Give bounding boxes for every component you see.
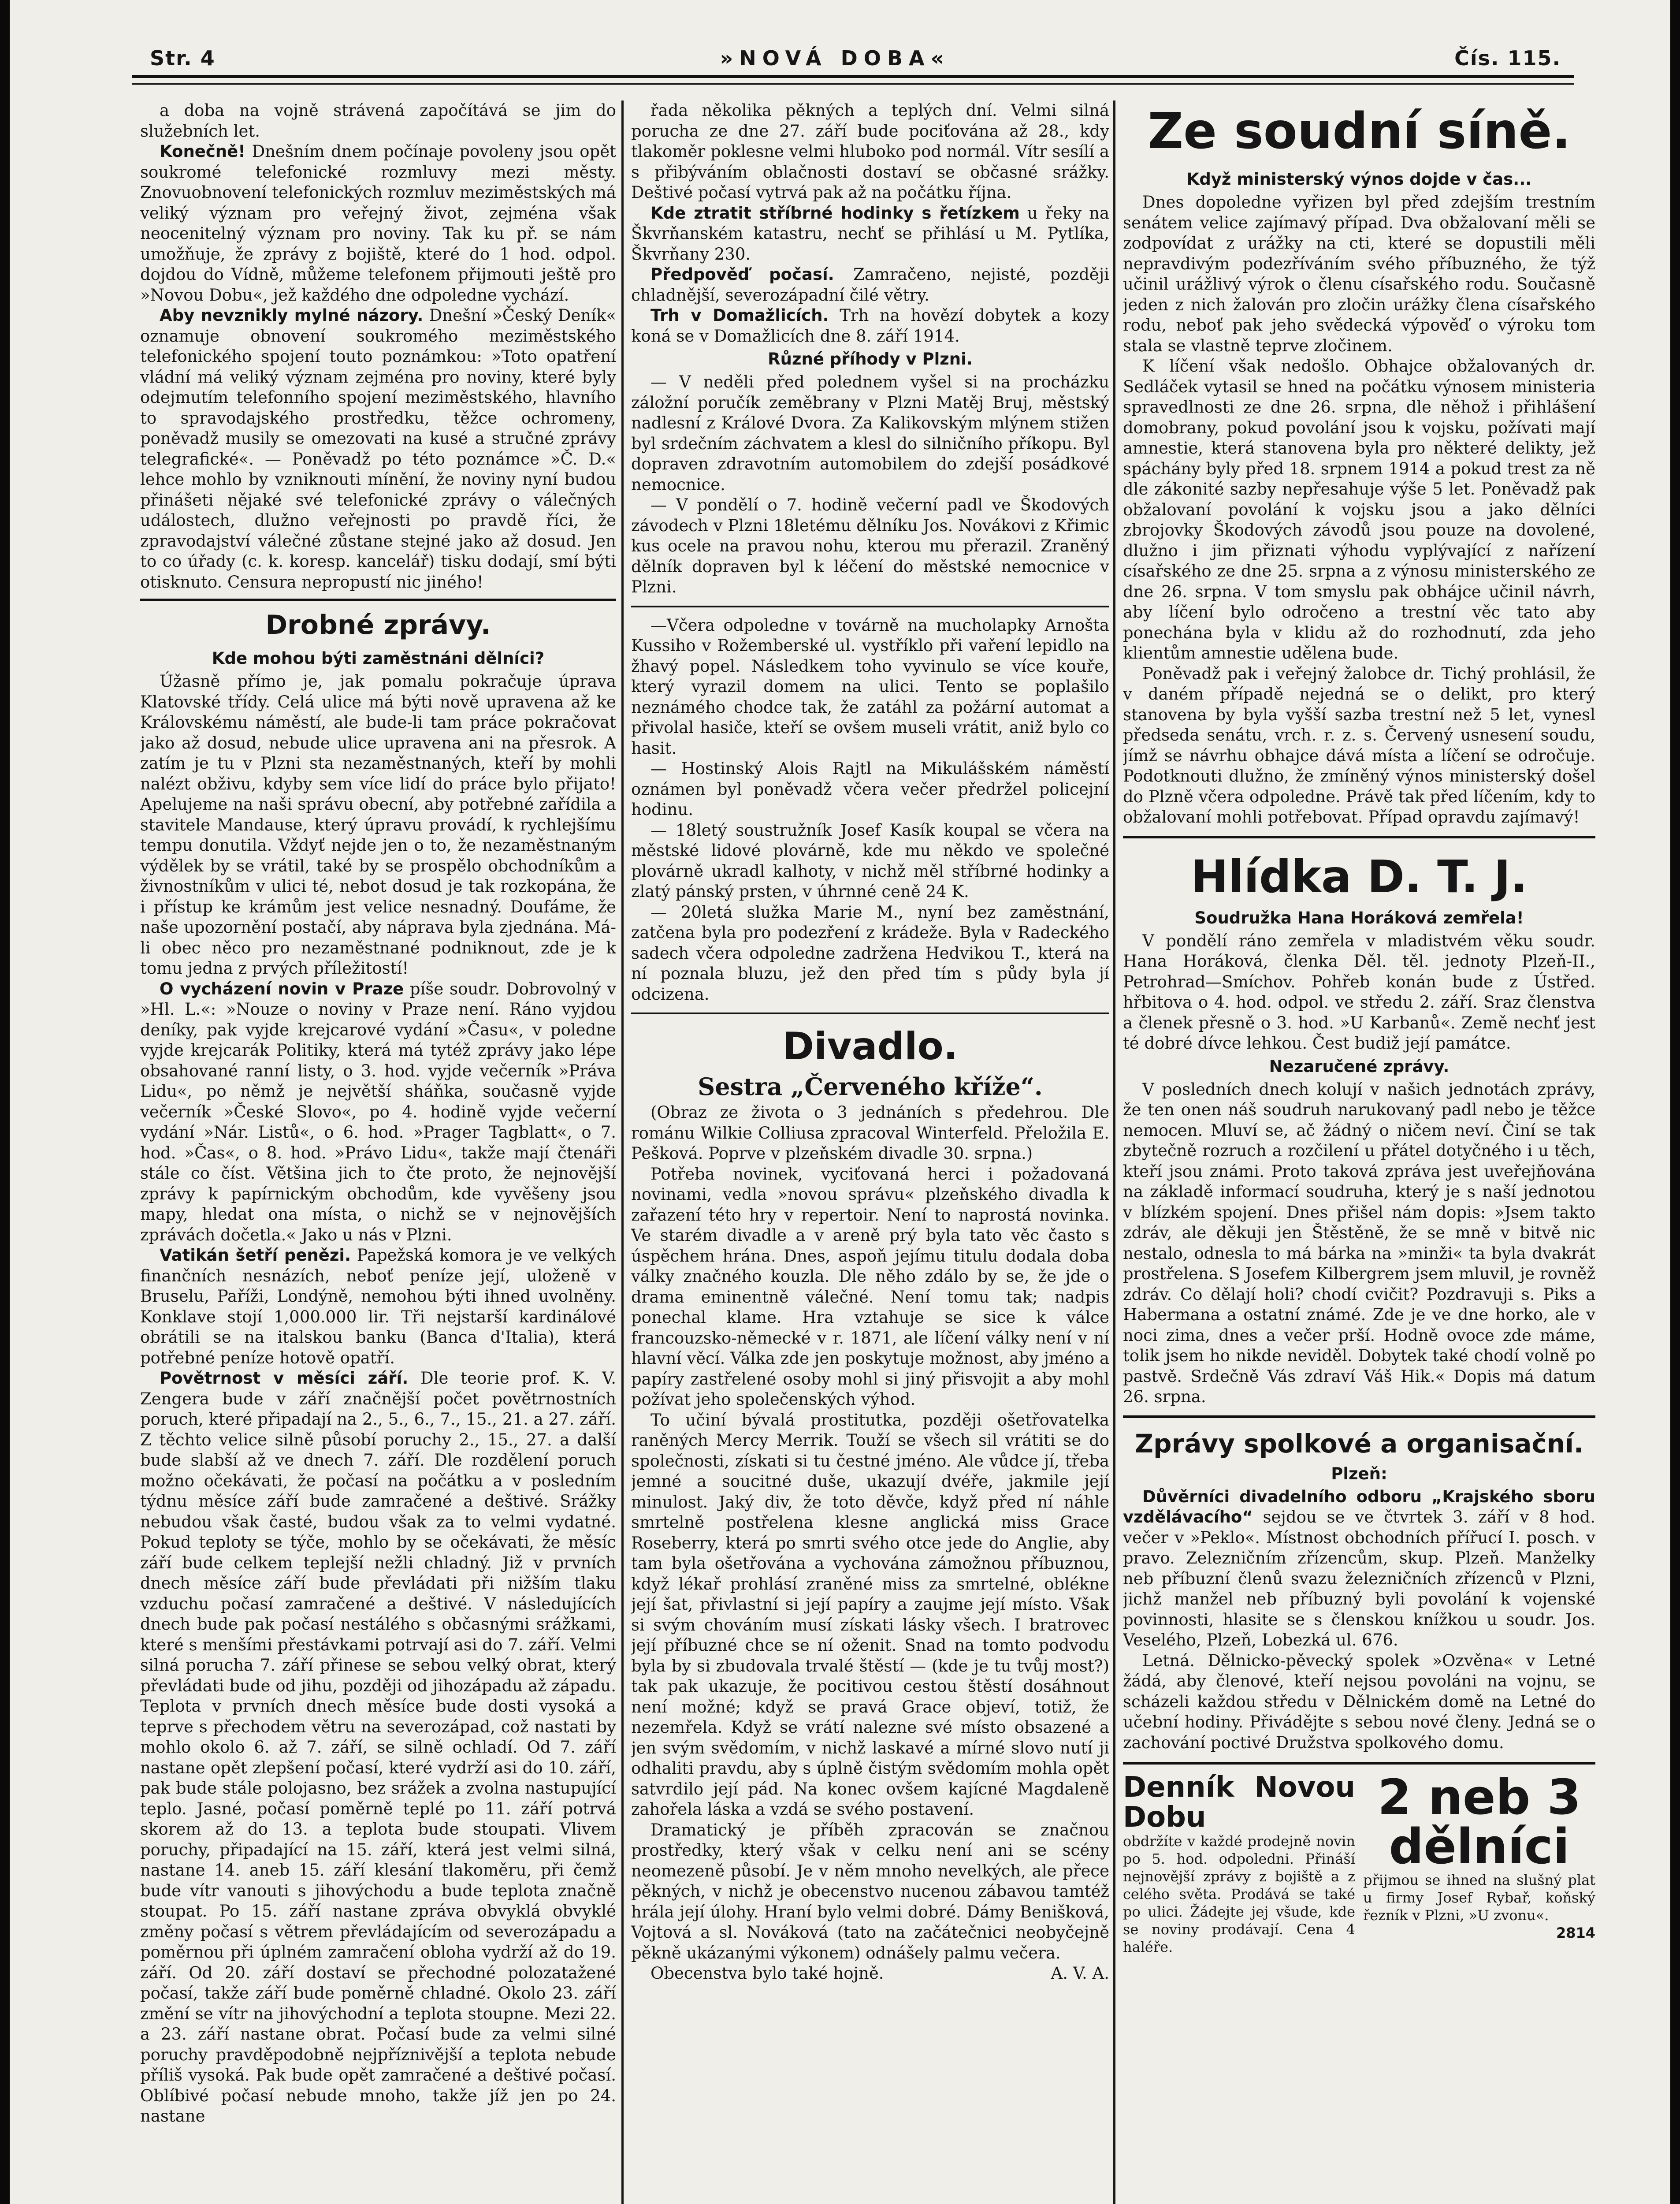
column-1 bbox=[140, 101, 616, 2204]
review-signature: A. V. A. bbox=[1051, 1964, 1109, 1983]
article bbox=[631, 305, 1109, 346]
article bbox=[140, 1245, 616, 1368]
article-heading: Povětrnost v měsíci září. bbox=[160, 1369, 409, 1388]
paragraph: řada několika pěkných a teplých dní. Velmi silná porucha ze dne 27. září bude pociťována až 28., kdy tlakoměr poklesne velmi hluboko pod normál. Vítr sesílí a s přibýváním oblačnosti dostaví se občasné srážky. Deštivé počasí vytrvá pak až na počátku října. bbox=[631, 101, 1109, 202]
divider bbox=[631, 606, 1109, 607]
review-text: Obecenstva bylo také hojně. bbox=[650, 1964, 884, 1983]
article bbox=[631, 203, 1109, 265]
article-text: Dnešním dnem počínaje povoleny jsou opět soukromé telefonické rozmluvy mezi městy. Znovuobnovení telefonických rozmluv meziměstských má veliký význam pro veřejný život, zejména však neocenitelný význam pro noviny. Tak ku př. se nám umožňuje, že zprávy z bojiště, které do 1 hod. odpol. dojdou do Vídně, můžeme telefonem přijmouti ještě pro »Novou Dobu«, jež každého dne odpoledne vychází. bbox=[140, 142, 616, 305]
news-item: — 18letý soustružník Josef Kasík koupal se včera na městské lidové plovárně, kde mu někdo ve společné plovárně ukradl kalhoty, v nichž měl stříbrné hodinky a zlatý pánský prsten, v úhrnné ceně 24 K. bbox=[631, 820, 1109, 901]
page-number: Str. 4 bbox=[150, 46, 216, 70]
article bbox=[140, 979, 616, 1246]
scan-edge-left bbox=[0, 0, 10, 2204]
page-header bbox=[150, 41, 1561, 76]
scan-edge-right bbox=[1670, 0, 1680, 2204]
header-rule bbox=[132, 75, 1574, 85]
article-heading: Trh v Domažlicích. bbox=[650, 306, 829, 325]
article-heading: Kde mohou býti zaměstnáni dělníci? bbox=[212, 649, 545, 668]
paragraph: a doba na vojně strávená započítává se jim do služebních let. bbox=[140, 101, 616, 141]
article-text: Dnes dopoledne vyřizen byl před zdejším trestním senátem velice zajímavý případ. Dva obžalovaní měli se zodpovídat z urážky na cti, které se dopustili měli nepravdivým podezříváním svého příbuzného, že týž učinil urážlivý výrok o členu císařského rodu. Současně jeden z nich žalován pro zločin urážky člena císařského rodu, neboť pak jeho svědecká výpověď o výroku tom stala se vlastně teprve zločinem. bbox=[1123, 193, 1595, 355]
article-heading: Kde ztratit stříbrné hodinky s řetízkem bbox=[650, 203, 1020, 223]
news-item: — V neděli před polednem vyšel si na procházku záložní poručík zeměbrany v Plzni Matěj Bruj, městský nadlesní z Králové Dvora. Za Kalikovským mlýnem stižen byl srdečním záchvatem a klesl do silničního příkopu. Byl dopraven zdravotním automobilem do zdejší posádkové nemocnice. bbox=[631, 372, 1109, 494]
advertisement bbox=[1363, 1769, 1595, 1956]
news-item: — 20letá služka Marie M., nyní bez zaměstnání, zatčena byla pro podezření z krádeže. Byla v Radeckého sadech včera odpoledne zadržena Hedvikou T., která na ní poznala bluzu, jež den před tím s půdy byla jí odcizena. bbox=[631, 902, 1109, 1004]
ad-text: obdržíte v každé prodejně novin po 5. hod. odpoledni. Přináší nejnovější zprávy z bojiště a z celého světa. Prodává se také po ulici. Žádejte jej všude, kde se noviny prodávají. Cena 4 haléře. bbox=[1123, 1833, 1355, 1955]
article-text: Poněvadž pak i veřejný žalobce dr. Tichý prohlásil, že v daném případě nejedná se o delikt, pro který stanovena by byla vyšší sazba trestní než 5 let, vynesl předseda senátu, vrch. r. z. s. Červený usnesení soudu, jímž se návrhu obhajce dává místa a líčení se odročuje. Podotknouti dlužno, že zmíněný výnos ministerský došel do Plzně včera odpoledne. Právě tak před líčením, kdy to obžalovaní mohli potřebovat. Případ opravdu zajímavý! bbox=[1123, 664, 1595, 826]
review-closing bbox=[631, 1963, 1109, 1984]
article-heading: Aby nevznikly mylné názory. bbox=[160, 306, 424, 325]
news-item: — V pondělí o 7. hodině večerní padl ve Škodových závodech v Plzni 18letému dělníku Jos. Novákovi z Křimic kus ocele na pravou nohu, kterou mu přerazil. Zraněný dělník dopraven byl k léčení do městské nemocnice v Plzni. bbox=[631, 495, 1109, 596]
section-heading: Různé příhody v Plzni. bbox=[768, 350, 973, 369]
news-item: —Včera odpoledne v továrně na mucholapky Arnošta Kussiho v Rožemberské ul. vystříklo při vaření lepidlo na žhavý popel. Následkem toho vyvinulo se více kouře, který vyrazil domem na ulici. Tento se poplašilo neznámého chodce tak, že zatáhl za požární automat a přivolal hasiče, kteří se ovšem museli vrátit, aniž bylo co hasit. bbox=[631, 615, 1109, 758]
play-title: Sestra „Červeného kříže“. bbox=[698, 1072, 1043, 1101]
article bbox=[1123, 1487, 1595, 1651]
review-text: Potřeba novinek, vyciťovaná herci i požadovaná novinami, vedla »novou správu« plzeňského divadla k zařazení této hry v repertoir. Není to naprostá novinka. Ve starém divadle a v areně prý byla tato věc často s úspěchem hrána. Dnes, aspoň jejímu titulu dodala doba války značného kouzla. Dle něho zdálo by se, že jde o drama eminentně válečné. Není tomu tak; nadpis ponechal klame. Hra vztahuje se sice k válce francouzsko-německé v r. 1871, ale líčení války není v ní hlavní věcí. Válka zde jen poskytuje možnost, aby jméno a papíry zastřelené osoby mohl si jiný přisvojit a aby mohl požívat jeho společenských výhod. bbox=[631, 1164, 1109, 1409]
advertisements bbox=[1123, 1762, 1595, 1956]
column-2 bbox=[631, 101, 1109, 2204]
article-heading: Předpověď počasí. bbox=[650, 265, 834, 284]
article-text: píše soudr. Dobrovolný v »Hl. L.«: »Nouze o noviny v Praze není. Ráno vyjdou deníky, pak vyjde krejcarové vydání »Času«, v poledne vyjde krejcarák Politiky, která má tytéž zprávy jako lépe obsahované ranní listy, o 3. hod. vyjde večerník »Práva Lidu«, po němž je největší sháňka, současně vyjde večerník »České Slovo«, po 4. hodině vyjde večerní vydání »Nár. Listů«, o 6. hod. »Prager Tagblatt«, o 7. hod. »Čas«, o 8. hod. »Právo Lidu«, takže mají čtenáři stále co číst. Většina jich to čte proto, že nejnovější zprávy k papírnickým obchodům, kde vyvěšeny jsou mapy, hledat ona místa, o nichž se v nejnovějších zprávách dočetla.« Jako u nás v Plzni. bbox=[140, 979, 616, 1244]
review-text: Dramatický je příběh zpracován se značnou prostředky, který však v celku není ani se scény neomezeně působí. Je v něm mnoho nevelkých, ale přece pěkných, v nichž je obecenstvo nucenou zábavou tamtéž hrála její úlohy. Hraní bylo velmi dobré. Dámy Benišková, Vojtová a sl. Nováková (tato na začátečnici neobyčejně pěkně ukázanými výkonem) odnášely palmu večera. bbox=[631, 1820, 1109, 1962]
article-heading: Vatikán šetří penězi. bbox=[160, 1246, 351, 1265]
ad-text: přijmou se ihned na slušný plat u firmy Josef Rybař, koňský řezník v Plzni, »U zvonu«. bbox=[1363, 1872, 1595, 1924]
article-text: Zamračeno, nejisté, později chladnější, severozápadní čilé větry. bbox=[631, 265, 1109, 305]
article-heading: Soudružka Hana Horáková zemřela! bbox=[1194, 908, 1524, 927]
ad-number: 2814 bbox=[1556, 1925, 1595, 1941]
review-text: (Obraz ze života o 3 jednáních s předehrou. Dle románu Wilkie Colliusa zpracoval Winterfeld. Přeložila E. Pešková. Poprve v plzeňském divadle 30. srpna.) bbox=[631, 1103, 1109, 1163]
article-heading: Když ministerský výnos dojde v čas... bbox=[1186, 170, 1532, 189]
article-text: Dle teorie prof. K. V. Zengera bude v září značnější počet povětrnostních poruch, které připadají na 2., 5., 6., 7., 15., 21. a 27. září. Z těchto velice silně působí poruchy 2., 15., 27. a další bude slabší až ve dnech 7. září. Dle rozdělení poruch možno očekávati, že počasí na počátku a v posledním týdnu měsíce září bude zamračené a deštivé. Srážky nebudou však časté, budou však za to velmi vydatné. Pokud teploty se týče, mohlo by se očekávati, že měsíc září bude celkem teplejší nežli chladný. Již v prvních dnech měsíce září bude převládati při nižším tlaku vzduchu počasí zamračené a deštivé. V následujících dnech bude pak počasí nestálého s občasnými srážkami, které s menšími přestávkami potrvají asi do 7. září. Velmi silná porucha 7. září přinese se sebou velký obrat, který převládati bude od jihu, později od jihozápadu až západu. Teplota v prvních dnech měsíce bude dosti vysoká a teprve s přechodem větru na severozápad, což nastati by mohlo okolo 6. až 7. září, se silně ochladí. Od 7. září nastane opět zlepšení počasí, které vydrží asi do 10. září, pak bude stále polojasno, bez srážek a zvolna nastupující teplo. Jasné, počasí poměrně teplé po 11. září potrvá skorem až do 13. a teplota bude stoupati. Vlivem poruchy, připadající na 15. září, která jest velmi silná, nastane 14. aneb 15. září klesání tlakoměru, při čemž bude vítr vanouti s jihovýchodu a bude teplota značně stoupat. Po 15. září nastane zpráva obvyklá obvyklé změny počasí s větrem převládajícím od severozápadu a poměrnou při úplném zamračení obloha vydrží až do 19. září. Od 20. září dostaví se přechodné polozatažené počasí, takže září bude poměrně chladné. Okolo 23. září změní se vítr na jihovýchodní a teplota stoupne. Mezi 22. a 23. září nastane obrat. Počasí bude za velmi silné poruchy pravděpodobně nejpříznivější a teplota nebude příliš vysoká. Pak bude opět zamračené a deštivé počasí. Oblíbivé počasí nebude mnoho, takže jíž jen po 24. nastane bbox=[140, 1369, 616, 2126]
masthead: »NOVÁ DOBA« bbox=[720, 46, 950, 70]
article bbox=[140, 305, 616, 592]
advertisement bbox=[1123, 1772, 1355, 1956]
issue-number: Čís. 115. bbox=[1454, 46, 1561, 70]
column-3 bbox=[1123, 101, 1595, 2204]
section-heading: Drobné zprávy. bbox=[140, 599, 616, 644]
article bbox=[140, 141, 616, 305]
article-heading: Konečně! bbox=[160, 142, 246, 161]
article-text: V pondělí ráno zemřela v mladistvém věku soudr. Hana Horáková, členka Děl. těl. jednoty Plzeň-II., Petrohrad—Smíchov. Pohřeb konán bude z Ústřed. hřbitova o 4. hod. odpol. ve středu 2. září. Sraz členstva a členek přesně o 3. hod. »U Karbanů«. Země nechť jest té dobré dívce lehkou. Čest budiž její památce. bbox=[1123, 931, 1595, 1053]
ad-title: Denník Novou Dobu bbox=[1123, 1771, 1355, 1834]
article-text: u řeky na Škvrňanském katastru, nechť se přihlásí u M. Pytlíka, Škvrňany 230. bbox=[631, 203, 1109, 264]
location-heading: Plzeň: bbox=[1331, 1464, 1387, 1483]
article-text: Papežská komora je ve velkých finančních nesnázích, neboť peníze její, uloženě v Bruselu, Paříži, Londýně, nemohou býti ihned uvolněny. Konklave stojí 1,000.000 lir. Tři nejstarší kardinálové obrátili se na italskou banku (Banca d'Italia), která potřebné peníze hotově opatří. bbox=[140, 1246, 616, 1367]
article bbox=[631, 264, 1109, 305]
review-text: To učiní bývalá prostitutka, později ošetřovatelka raněných Mercy Merrik. Touží se všech sil vrátiti se do společnosti, získati si tu čestné jméno. Ale vůdce jí, třeba jemné a soucitné duše, ukazují dvéře, jakmile její minulost. Jaký div, že toto děvče, když před ní náhle smrtelně postřelena klesne anglická miss Grace Roseberry, která po smrti svého otce jede do Anglie, aby tam byla ošetřována a vychována zámožnou příbuznou, když lékař prohlásí zraněné miss za smrtelné, oblékne její šat, přivlastní si její papíry a zaujme její místo. Však si svým chováním musí získati lásky všech. I bratrovec její příbuzné chce se ní oženit. Snad na tomto podvodu byla by si zbudovala trvalé štěstí — (kde je tu tvůj most?) tak pak ukazuje, že pocitivou cestou štěstí dosáhnout není možné; když se pravá Grace objeví, totiž, že nezemřela. Když se vrátí nalezne své místo obsazené a jen svým svědomím, v nichž laskavé a mírné slovo nutí ji odhaliti pravdu, aby s úplně čistým svědomím mohla opět satvrdilo její pád. Na konec ovšem kajícné Magdaleně zahořela láska a vzdá se svého postavení. bbox=[631, 1410, 1109, 1819]
article-text: V posledních dnech kolují v našich jednotách zprávy, že ten onen náš soudruh narukovaný padl nebo je těžce nemocen. Mluví se, ač žádný o ničem neví. Činí se tak zbytečně rozruch a rozčilení u přátel dotyčného i u těch, kteří jsou známi. Proto taková zpráva jest uveřejňována na základě informací soudruha, který je s naší jednotou v blízkém spojení. Dnes přišel nám dopis: »Jsem takto zdráv, ale děkuji jen Štěstěně, že se mně v bitvě nic nestalo, odnesla to má bárka na »minži« ta byla dvakrát prostřelena. S Josefem Kilbergrem jsem mluvil, je rovněž zdráv. Co dělají holi? chodí cvičit? Pozdravuji s. Piks a Habermana a ostatní známé. Zde je ve dne horko, ale v noci zima, dnes a večer prší. Hodně ovoce zde máme, tolik jsem ho nikde neviděl. Dobytek také chodí volně po pastvě. Srdečně Vás zdraví Váš Hik.« Dopis má datum 26. srpna. bbox=[1123, 1080, 1595, 1406]
article-text: sejdou se ve čtvrtek 3. září v 8 hod. večer v »Peklo«. Místnost obchodních přířucí I. posch. v pravo. Zelezničním zřízencům, skup. Plzeň. Manželky neb příbuzní členů svazu železničních zřízenců v Plzni, jichž manžel neb příbuzný byli povolání k vojenské povinnosti, hlasite se s členskou knížkou u soudr. Jos. Veselého, Plzeň, Lobezká ul. 676. bbox=[1123, 1508, 1595, 1649]
article bbox=[140, 1368, 616, 2127]
article-text: K líčení však nedošlo. Obhajce obžalovaných dr. Sedláček vytasil se hned na počátku výnosem ministeria spravedlnosti ze dne 26. srpna, dle něhož i přihlášení domobrany, pokud povolání jsou k vojsku, požívati mají amnestie, která stanovena byla pro některé delikty, jež spáchány byly před 18. srpnem 1914 a pokud trest za ně dle zákonité sazby nepřesahuje výše 5 let. Poněvadž pak obžalovaní povolání k vojsku jsou a jako dělníci zbrojovky Škodových závodů jsou pouze na dovolené, dlužno i jim přiznati výhodu vyplývající z nařízení císařského ze dne 25. srpna a z výnosu ministerského ze dne 26. srpna. V tom smyslu pak obhájce učinil návrh, aby líčení bylo odročeno a trestní věc tato aby ponechána byla v klidu až do rozhodnutí, zda jeho klientům amnestie udělena bude. bbox=[1123, 357, 1595, 663]
ad-title: 2 neb 3 dělníci bbox=[1377, 1769, 1581, 1875]
column-divider bbox=[621, 101, 624, 2204]
news-item: — Hostinský Alois Rajtl na Mikulášském náměstí oznámen byl poněvadž včera večer předržel policejní hodinu. bbox=[631, 759, 1109, 819]
divider bbox=[631, 1013, 1109, 1014]
article-text: Úžasně přímo je, jak pomalu pokračuje úprava Klatovské třídy. Celá ulice má býti nově upravena až ke Královskému náměstí, ale bude-li tam práce pokračovat jako až dosud, nebude ulice upravena ani na přesrok. A zatím je tu v Plzni sta nezaměstnaných, kteří by mohli nalézt obživu, kdyby sem více lidí do práce bylo přijato! Apelujeme na naši správu obecní, aby potřebné zařídila a stavitele Mandause, který úpravu provádí, k rychlejšímu tempu donutila. Vždyť nejde jen o to, že nezaměstnaným výdělek by se vrátil, také by se prospělo obchodníkům a živnostníkům v ulici té, nebot dosud je tak rozkopána, že i přístup ke krámům jest velice nesnadný. Doufáme, že naše upozornění postačí, aby náprava byla zjednána. Má-li obec něco pro nezaměstnané podniknout, zde je k tomu jedna z prvých příležitostí! bbox=[140, 672, 616, 978]
article-heading: Důvěrníci divadelního odboru „Krajského sboru vzdělávacího“ bbox=[1123, 1487, 1595, 1526]
article-text: Trh na hovězí dobytek a kozy koná se v Domažlicích dne 8. září 1914. bbox=[631, 306, 1109, 346]
section-title: Hlídka D. T. J. bbox=[1123, 836, 1595, 905]
article-heading: Nezaručené zprávy. bbox=[1269, 1057, 1450, 1076]
article-heading: O vycházení novin v Praze bbox=[160, 979, 404, 998]
theatre-heading: Divadlo. bbox=[782, 1024, 958, 1068]
article-text: Dnešní »Český Deník« oznamuje obnovení soukromého meziměstského telefonického spojení touto poznámkou: »Toto opatření vládní má veliký význam zejména pro noviny, které byly odejmutím telefonního spojení meziměstského, hlavního to spravodajského prostředku, těžce ochromeny, poněvadž musily se omezovati na kusé a stručné zprávy telegrafické«. — Poněvadž po této poznámce »Č. D.« lehce mohlo by vzniknouti mínění, že noviny nyní budou přinášeti nějaké své telefonické zprávy o válečných událostech, dlužno veřejnosti po pravdě říci, že zpravodajství válečné zůstane stejné jako až dosud. Jen to co úřady (c. k. koresp. kancelář) tisku dodají, smí býti otisknuto. Censura nepropustí nic jiného! bbox=[140, 306, 616, 592]
article-text: Letná. Dělnicko-pěvecký spolek »Ozvěna« v Letné žádá, aby členové, kteří nejsou povoláni na vojnu, se scházeli každou středu v Dělnickém domě na Letné do učební hodiny. Přivádějte s sebou nové členy. Jedná se o zachování poctivé Družstva spolkového domu. bbox=[1123, 1651, 1595, 1752]
column-divider bbox=[1113, 101, 1115, 2204]
section-title: Ze soudní síně. bbox=[1147, 103, 1571, 160]
section-title: Zprávy spolkové a organisační. bbox=[1123, 1415, 1595, 1461]
